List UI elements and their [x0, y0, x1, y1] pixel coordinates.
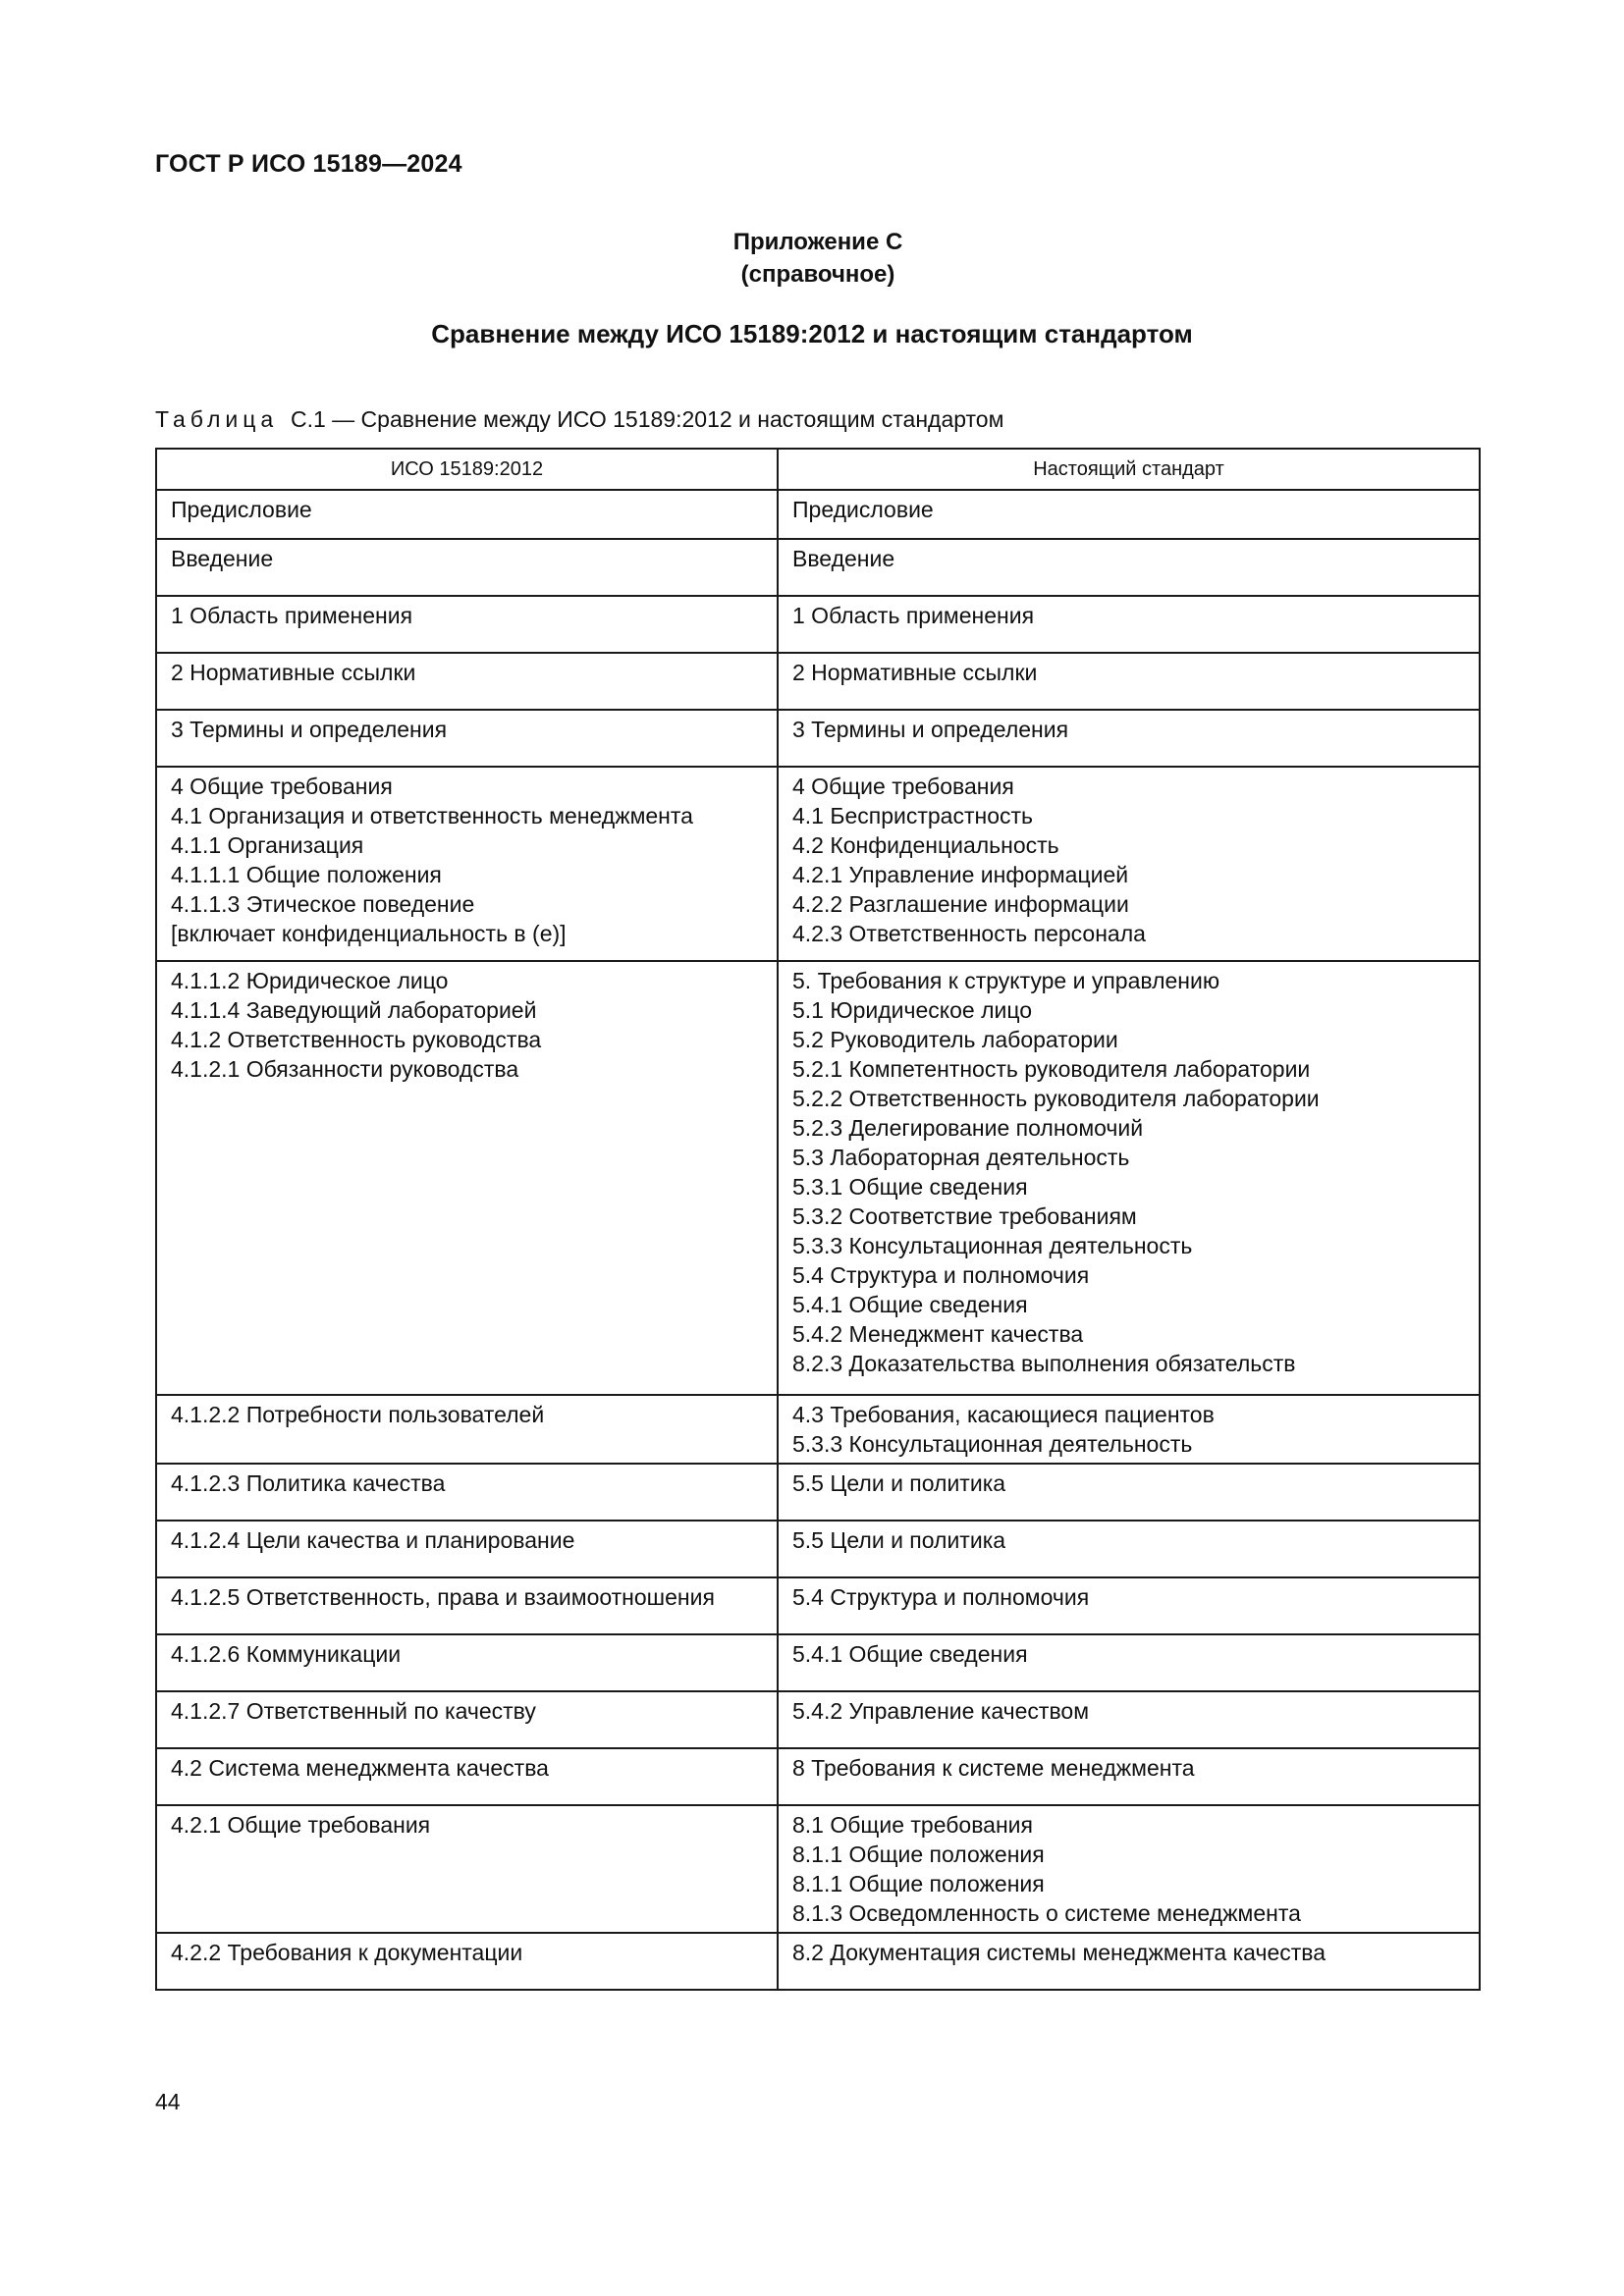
table-body [156, 490, 1480, 1990]
iso-2012-cell [156, 1395, 778, 1464]
current-standard-cell [778, 1691, 1480, 1748]
iso-2012-cell [156, 1805, 778, 1933]
cell-line: 4.2 Система менеджмента качества [171, 1755, 549, 1781]
cell-line: 5.4.2 Менеджмент качества [792, 1321, 1084, 1347]
table-row [156, 1691, 1480, 1748]
cell-line: 8.1.3 Осведомленность о системе менеджмента [792, 1900, 1301, 1926]
cell-line: 5.4 Структура и полномочия [792, 1584, 1090, 1610]
cell-line: 8.2.3 Доказательства выполнения обязательств [792, 1351, 1296, 1376]
table-row [156, 710, 1480, 767]
cell-line: 5.3.3 Консультационная деятельность [792, 1431, 1193, 1457]
cell-line: 4.1.2.4 Цели качества и планирование [171, 1527, 575, 1553]
table-row [156, 490, 1480, 539]
iso-2012-cell [156, 1748, 778, 1805]
cell-line: 4.2.3 Ответственность персонала [792, 921, 1146, 946]
current-standard-cell [778, 1521, 1480, 1577]
iso-2012-cell [156, 1933, 778, 1990]
table-row [156, 1464, 1480, 1521]
cell-line: 5.4.2 Управление качеством [792, 1698, 1090, 1724]
current-standard-cell [778, 1933, 1480, 1990]
cell-line: 5.5 Цели и политика [792, 1470, 1006, 1496]
appendix-heading [0, 226, 1624, 291]
cell-line: 4.1.1.3 Этическое поведение [171, 891, 475, 917]
iso-2012-cell [156, 961, 778, 1395]
iso-2012-cell [156, 490, 778, 539]
table-row [156, 1634, 1480, 1691]
table-row [156, 1805, 1480, 1933]
cell-line: 5.4.1 Общие сведения [792, 1641, 1028, 1667]
cell-line: 4 Общие требования [171, 774, 393, 799]
comparison-table [155, 448, 1481, 1991]
cell-line: 4.3 Требования, касающиеся пациентов [792, 1402, 1215, 1427]
cell-line: 5.1 Юридическое лицо [792, 997, 1033, 1023]
table-caption-label: Таблица [155, 406, 279, 432]
table-row [156, 961, 1480, 1395]
current-standard-cell [778, 961, 1480, 1395]
cell-line: 4.1.2 Ответственность руководства [171, 1027, 542, 1052]
table-row [156, 1748, 1480, 1805]
standard-code-header: ГОСТ Р ИСО 15189—2024 [155, 150, 462, 178]
table-row [156, 1395, 1480, 1464]
iso-2012-cell [156, 1634, 778, 1691]
cell-line: 3 Термины и определения [171, 717, 448, 742]
current-standard-cell [778, 1634, 1480, 1691]
cell-line: 5.2.1 Компетентность руководителя лаборатории [792, 1056, 1311, 1082]
column-header-current-standard: Настоящий стандарт [778, 449, 1480, 490]
current-standard-cell [778, 1395, 1480, 1464]
cell-line: 8.1 Общие требования [792, 1812, 1033, 1838]
cell-line: 8 Требования к системе менеджмента [792, 1755, 1195, 1781]
cell-line: 5.3.2 Соответствие требованиям [792, 1203, 1137, 1229]
cell-line: 4.1.1 Организация [171, 832, 364, 858]
cell-line: 5.4 Структура и полномочия [792, 1262, 1090, 1288]
cell-line: 5.3.1 Общие сведения [792, 1174, 1028, 1200]
table-row [156, 1577, 1480, 1634]
cell-line: 4.1.1.1 Общие положения [171, 862, 442, 887]
table-caption [155, 406, 1003, 433]
cell-line: [включает конфиденциальность в (е)] [171, 921, 567, 946]
iso-2012-cell [156, 653, 778, 710]
cell-line: 4.1 Организация и ответственность менеджмента [171, 803, 693, 828]
cell-line: 3 Термины и определения [792, 717, 1069, 742]
current-standard-cell [778, 767, 1480, 961]
iso-2012-cell [156, 1521, 778, 1577]
cell-line: Введение [171, 546, 274, 571]
table-header-row [156, 449, 1480, 490]
current-standard-cell [778, 1577, 1480, 1634]
cell-line: 5.3 Лабораторная деятельность [792, 1145, 1130, 1170]
cell-line: 4.1.1.2 Юридическое лицо [171, 968, 449, 993]
cell-line: 4.2.2 Требования к документации [171, 1940, 523, 1965]
cell-line: 5.4.1 Общие сведения [792, 1292, 1028, 1317]
cell-line: 4.1.2.7 Ответственный по качеству [171, 1698, 536, 1724]
cell-line: 5.3.3 Консультационная деятельность [792, 1233, 1193, 1258]
document-title: Сравнение между ИСО 15189:2012 и настоящим стандартом [431, 319, 1193, 348]
cell-line: 4.1.2.1 Обязанности руководства [171, 1056, 519, 1082]
cell-line: 5.2.2 Ответственность руководителя лаборатории [792, 1086, 1320, 1111]
cell-line: 4.1.2.2 Потребности пользователей [171, 1402, 545, 1427]
current-standard-cell [778, 490, 1480, 539]
table-row [156, 1933, 1480, 1990]
current-standard-cell [778, 539, 1480, 596]
cell-line: 5.2.3 Делегирование полномочий [792, 1115, 1144, 1141]
iso-2012-cell [156, 539, 778, 596]
column-header-iso-2012: ИСО 15189:2012 [156, 449, 778, 490]
cell-line: Введение [792, 546, 895, 571]
cell-line: 1 Область применения [171, 603, 413, 628]
current-standard-cell [778, 596, 1480, 653]
cell-line: 4.2 Конфиденциальность [792, 832, 1059, 858]
current-standard-cell [778, 653, 1480, 710]
cell-line: 4.1 Беспристрастность [792, 803, 1034, 828]
iso-2012-cell [156, 1577, 778, 1634]
cell-line: 2 Нормативные ссылки [171, 660, 416, 685]
table-row [156, 767, 1480, 961]
iso-2012-cell [156, 596, 778, 653]
page-number: 44 [155, 2089, 181, 2114]
cell-line: 5.5 Цели и политика [792, 1527, 1006, 1553]
iso-2012-cell [156, 1464, 778, 1521]
cell-line: 4.1.1.4 Заведующий лабораторией [171, 997, 537, 1023]
cell-line: 4.1.2.6 Коммуникации [171, 1641, 402, 1667]
appendix-type: (справочное) [740, 261, 895, 288]
cell-line: 4.1.2.5 Ответственность, права и взаимоотношения [171, 1584, 715, 1610]
cell-line: 2 Нормативные ссылки [792, 660, 1038, 685]
current-standard-cell [778, 710, 1480, 767]
table-row [156, 1521, 1480, 1577]
iso-2012-cell [156, 710, 778, 767]
cell-line: 5.2 Руководитель лаборатории [792, 1027, 1118, 1052]
current-standard-cell [778, 1805, 1480, 1933]
cell-line: 4.2.2 Разглашение информации [792, 891, 1129, 917]
cell-line: 4 Общие требования [792, 774, 1014, 799]
cell-line: 4.2.1 Общие требования [171, 1812, 431, 1838]
cell-line: Предисловие [171, 497, 312, 522]
cell-line: 8.1.1 Общие положения [792, 1871, 1045, 1896]
cell-line: 4.2.1 Управление информацией [792, 862, 1129, 887]
cell-line: 8.2 Документация системы менеджмента качества [792, 1940, 1326, 1965]
cell-line: 4.1.2.3 Политика качества [171, 1470, 446, 1496]
cell-line: 5. Требования к структуре и управлению [792, 968, 1220, 993]
cell-line: 1 Область применения [792, 603, 1035, 628]
current-standard-cell [778, 1748, 1480, 1805]
current-standard-cell [778, 1464, 1480, 1521]
table-row [156, 653, 1480, 710]
table-caption-text: С.1 — Сравнение между ИСО 15189:2012 и настоящим стандартом [290, 406, 1004, 432]
cell-line: 8.1.1 Общие положения [792, 1842, 1045, 1867]
appendix-title: Приложение С [732, 229, 903, 255]
iso-2012-cell [156, 1691, 778, 1748]
table-row [156, 539, 1480, 596]
table-row [156, 596, 1480, 653]
cell-line: Предисловие [792, 497, 934, 522]
iso-2012-cell [156, 767, 778, 961]
